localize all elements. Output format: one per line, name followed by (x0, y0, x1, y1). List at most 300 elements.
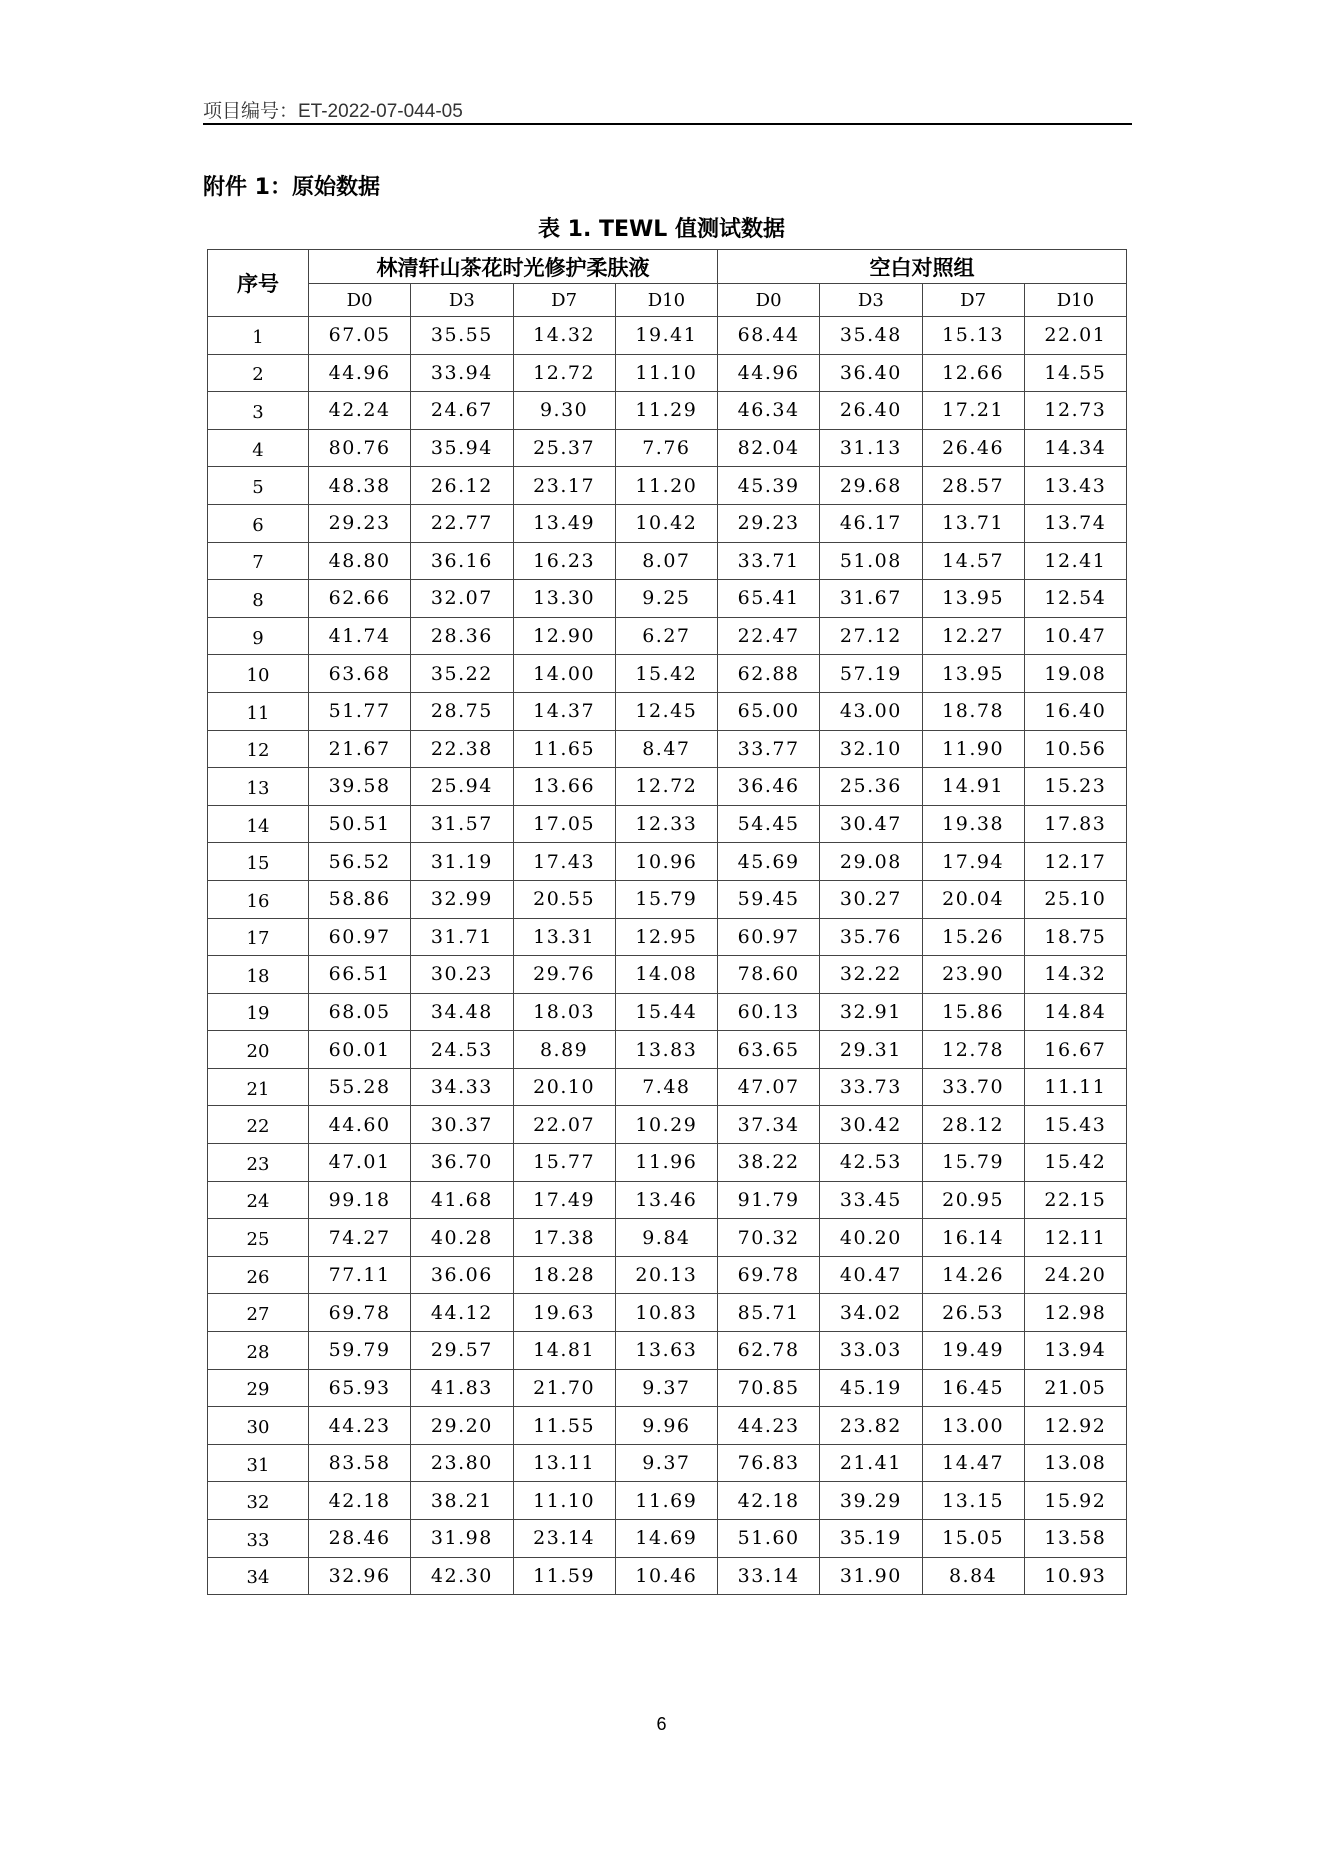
table-row (208, 768, 1127, 806)
table-cell: 12.41 (1024, 542, 1126, 580)
table-cell: 35.22 (411, 655, 513, 693)
table-cell: 14.37 (513, 692, 615, 730)
table-cell: 10.29 (615, 1106, 717, 1144)
table-cell: 15.86 (922, 993, 1024, 1031)
table-cell: 26.12 (411, 467, 513, 505)
table-cell: 99.18 (309, 1181, 411, 1219)
table-cell: 31.90 (820, 1557, 922, 1595)
table-row (208, 617, 1127, 655)
table-cell: 26.53 (922, 1294, 1024, 1332)
table-cell: 10.42 (615, 504, 717, 542)
table-cell: 60.01 (309, 1031, 411, 1069)
table-cell: 14.00 (513, 655, 615, 693)
table-cell: 23.80 (411, 1444, 513, 1482)
table-cell: 33.77 (718, 730, 820, 768)
row-number: 31 (208, 1444, 309, 1482)
table-cell: 80.76 (309, 429, 411, 467)
table-cell: 6.27 (615, 617, 717, 655)
table-cell: 20.04 (922, 880, 1024, 918)
table-cell: 32.91 (820, 993, 922, 1031)
table-cell: 18.28 (513, 1256, 615, 1294)
table-cell: 14.26 (922, 1256, 1024, 1294)
table-row (208, 467, 1127, 505)
table-cell: 14.91 (922, 768, 1024, 806)
table-row (208, 655, 1127, 693)
table-cell: 29.68 (820, 467, 922, 505)
row-number: 12 (208, 730, 309, 768)
table-cell: 35.19 (820, 1520, 922, 1558)
table-cell: 31.19 (411, 843, 513, 881)
day-header-product-d3: D3 (411, 284, 513, 317)
table-cell: 32.07 (411, 580, 513, 618)
row-number: 29 (208, 1369, 309, 1407)
table-cell: 8.89 (513, 1031, 615, 1069)
table-cell: 60.97 (309, 918, 411, 956)
table-row (208, 1332, 1127, 1370)
table-cell: 46.17 (820, 504, 922, 542)
table-cell: 34.02 (820, 1294, 922, 1332)
table-cell: 14.57 (922, 542, 1024, 580)
table-cell: 32.96 (309, 1557, 411, 1595)
table-cell: 37.34 (718, 1106, 820, 1144)
table-cell: 17.94 (922, 843, 1024, 881)
table-cell: 12.98 (1024, 1294, 1126, 1332)
table-cell: 26.40 (820, 392, 922, 430)
table-cell: 26.46 (922, 429, 1024, 467)
table-cell: 76.83 (718, 1444, 820, 1482)
table-cell: 30.42 (820, 1106, 922, 1144)
row-number: 32 (208, 1482, 309, 1520)
table-cell: 21.05 (1024, 1369, 1126, 1407)
table-cell: 16.14 (922, 1219, 1024, 1257)
table-cell: 23.90 (922, 956, 1024, 994)
table-cell: 15.79 (615, 880, 717, 918)
table-cell: 9.84 (615, 1219, 717, 1257)
table-cell: 25.36 (820, 768, 922, 806)
group-header-control: 空白对照组 (718, 250, 1127, 284)
row-number: 27 (208, 1294, 309, 1332)
row-number: 19 (208, 993, 309, 1031)
row-number: 34 (208, 1557, 309, 1595)
table-row (208, 956, 1127, 994)
row-number: 33 (208, 1520, 309, 1558)
table-cell: 69.78 (309, 1294, 411, 1332)
table-cell: 39.29 (820, 1482, 922, 1520)
table-cell: 28.46 (309, 1520, 411, 1558)
table-cell: 59.79 (309, 1332, 411, 1370)
day-header-control-d0: D0 (718, 284, 820, 317)
table-cell: 20.13 (615, 1256, 717, 1294)
table-cell: 32.22 (820, 956, 922, 994)
table-cell: 17.83 (1024, 805, 1126, 843)
table-cell: 35.76 (820, 918, 922, 956)
table-cell: 12.17 (1024, 843, 1126, 881)
table-cell: 41.83 (411, 1369, 513, 1407)
table-cell: 68.05 (309, 993, 411, 1031)
table-cell: 44.96 (309, 354, 411, 392)
table-cell: 13.83 (615, 1031, 717, 1069)
table-cell: 14.34 (1024, 429, 1126, 467)
table-cell: 46.34 (718, 392, 820, 430)
table-cell: 48.38 (309, 467, 411, 505)
table-row (208, 993, 1127, 1031)
table-row (208, 429, 1127, 467)
table-cell: 36.46 (718, 768, 820, 806)
table-cell: 13.74 (1024, 504, 1126, 542)
table-cell: 15.42 (615, 655, 717, 693)
day-header-control-d3: D3 (820, 284, 922, 317)
table-cell: 9.96 (615, 1407, 717, 1445)
table-cell: 41.68 (411, 1181, 513, 1219)
table-row (208, 1181, 1127, 1219)
table-cell: 23.82 (820, 1407, 922, 1445)
table-cell: 33.03 (820, 1332, 922, 1370)
table-cell: 22.07 (513, 1106, 615, 1144)
table-cell: 12.73 (1024, 392, 1126, 430)
table-cell: 13.30 (513, 580, 615, 618)
table-cell: 41.74 (309, 617, 411, 655)
table-cell: 22.77 (411, 504, 513, 542)
table-cell: 11.11 (1024, 1068, 1126, 1106)
table-cell: 63.65 (718, 1031, 820, 1069)
table-cell: 8.07 (615, 542, 717, 580)
table-cell: 29.31 (820, 1031, 922, 1069)
table-cell: 29.57 (411, 1332, 513, 1370)
table-cell: 12.66 (922, 354, 1024, 392)
table-cell: 29.08 (820, 843, 922, 881)
table-cell: 10.96 (615, 843, 717, 881)
table-cell: 44.96 (718, 354, 820, 392)
table-cell: 33.70 (922, 1068, 1024, 1106)
day-header-product-d0: D0 (309, 284, 411, 317)
table-cell: 10.93 (1024, 1557, 1126, 1595)
table-cell: 36.16 (411, 542, 513, 580)
table-cell: 15.77 (513, 1144, 615, 1182)
day-header-control-d10: D10 (1024, 284, 1126, 317)
table-cell: 22.47 (718, 617, 820, 655)
row-number: 22 (208, 1106, 309, 1144)
table-cell: 31.57 (411, 805, 513, 843)
table-cell: 38.21 (411, 1482, 513, 1520)
table-cell: 25.94 (411, 768, 513, 806)
table-cell: 14.55 (1024, 354, 1126, 392)
table-cell: 28.36 (411, 617, 513, 655)
table-row (208, 730, 1127, 768)
table-cell: 12.78 (922, 1031, 1024, 1069)
table-row (208, 805, 1127, 843)
table-cell: 35.48 (820, 317, 922, 355)
table-cell: 22.15 (1024, 1181, 1126, 1219)
row-number: 24 (208, 1181, 309, 1219)
table-cell: 9.37 (615, 1369, 717, 1407)
table-cell: 12.27 (922, 617, 1024, 655)
table-cell: 42.53 (820, 1144, 922, 1182)
row-number: 8 (208, 580, 309, 618)
table-cell: 34.48 (411, 993, 513, 1031)
table-cell: 14.08 (615, 956, 717, 994)
table-cell: 16.67 (1024, 1031, 1126, 1069)
table-cell: 14.47 (922, 1444, 1024, 1482)
seq-header: 序号 (208, 250, 309, 317)
row-number: 17 (208, 918, 309, 956)
row-number: 30 (208, 1407, 309, 1445)
table-cell: 33.71 (718, 542, 820, 580)
table-cell: 44.23 (718, 1407, 820, 1445)
table-cell: 36.70 (411, 1144, 513, 1182)
table-cell: 42.24 (309, 392, 411, 430)
table-cell: 33.45 (820, 1181, 922, 1219)
table-cell: 12.33 (615, 805, 717, 843)
table-cell: 10.46 (615, 1557, 717, 1595)
table-cell: 13.63 (615, 1332, 717, 1370)
page-number: 6 (656, 1714, 667, 1734)
table-cell: 17.21 (922, 392, 1024, 430)
table-cell: 83.58 (309, 1444, 411, 1482)
row-number: 5 (208, 467, 309, 505)
table-row (208, 1520, 1127, 1558)
table-cell: 12.72 (513, 354, 615, 392)
row-number: 3 (208, 392, 309, 430)
row-number: 21 (208, 1068, 309, 1106)
table-row (208, 580, 1127, 618)
table-cell: 25.37 (513, 429, 615, 467)
table-cell: 12.11 (1024, 1219, 1126, 1257)
table-cell: 51.60 (718, 1520, 820, 1558)
table-cell: 14.32 (513, 317, 615, 355)
table-row (208, 1106, 1127, 1144)
table-cell: 38.22 (718, 1144, 820, 1182)
table-cell: 15.44 (615, 993, 717, 1031)
table-cell: 25.10 (1024, 880, 1126, 918)
table-cell: 62.78 (718, 1332, 820, 1370)
table-cell: 40.47 (820, 1256, 922, 1294)
table-row (208, 392, 1127, 430)
table-cell: 13.46 (615, 1181, 717, 1219)
table-cell: 14.69 (615, 1520, 717, 1558)
table-cell: 33.14 (718, 1557, 820, 1595)
table-cell: 14.84 (1024, 993, 1126, 1031)
table-cell: 17.38 (513, 1219, 615, 1257)
table-row (208, 880, 1127, 918)
day-header-product-d10: D10 (615, 284, 717, 317)
table-cell: 65.00 (718, 692, 820, 730)
row-number: 18 (208, 956, 309, 994)
table-cell: 10.47 (1024, 617, 1126, 655)
table-cell: 51.77 (309, 692, 411, 730)
table-cell: 29.23 (718, 504, 820, 542)
table-cell: 12.54 (1024, 580, 1126, 618)
table-row (208, 918, 1127, 956)
row-number: 23 (208, 1144, 309, 1182)
day-header-product-d7: D7 (513, 284, 615, 317)
table-cell: 63.68 (309, 655, 411, 693)
table-cell: 45.69 (718, 843, 820, 881)
table-cell: 16.45 (922, 1369, 1024, 1407)
table-cell: 56.52 (309, 843, 411, 881)
table-cell: 13.08 (1024, 1444, 1126, 1482)
table-cell: 13.95 (922, 655, 1024, 693)
attachment-title: 附件 1：原始数据 (203, 175, 380, 200)
table-cell: 67.05 (309, 317, 411, 355)
table-cell: 23.17 (513, 467, 615, 505)
table-cell: 21.70 (513, 1369, 615, 1407)
table-cell: 10.83 (615, 1294, 717, 1332)
table-cell: 23.14 (513, 1520, 615, 1558)
table-cell: 17.49 (513, 1181, 615, 1219)
table-cell: 62.88 (718, 655, 820, 693)
table-cell: 15.05 (922, 1520, 1024, 1558)
table-cell: 45.39 (718, 467, 820, 505)
table-cell: 22.38 (411, 730, 513, 768)
table-cell: 24.20 (1024, 1256, 1126, 1294)
table-cell: 9.25 (615, 580, 717, 618)
table-cell: 11.20 (615, 467, 717, 505)
table-cell: 69.78 (718, 1256, 820, 1294)
table-cell: 82.04 (718, 429, 820, 467)
row-number: 6 (208, 504, 309, 542)
table-cell: 36.06 (411, 1256, 513, 1294)
table-cell: 42.18 (718, 1482, 820, 1520)
table-cell: 16.40 (1024, 692, 1126, 730)
table-row (208, 1219, 1127, 1257)
table-cell: 12.92 (1024, 1407, 1126, 1445)
table-cell: 13.00 (922, 1407, 1024, 1445)
table-cell: 28.57 (922, 467, 1024, 505)
table-cell: 28.12 (922, 1106, 1024, 1144)
table-cell: 36.40 (820, 354, 922, 392)
row-number: 4 (208, 429, 309, 467)
table-cell: 13.95 (922, 580, 1024, 618)
row-number: 13 (208, 768, 309, 806)
table-cell: 15.79 (922, 1144, 1024, 1182)
table-cell: 17.05 (513, 805, 615, 843)
table-cell: 18.75 (1024, 918, 1126, 956)
table-row (208, 1256, 1127, 1294)
table-cell: 11.96 (615, 1144, 717, 1182)
table-cell: 47.01 (309, 1144, 411, 1182)
table-cell: 32.10 (820, 730, 922, 768)
table-cell: 18.03 (513, 993, 615, 1031)
group-header-product: 林清轩山茶花时光修护柔肤液 (309, 250, 718, 284)
table-cell: 13.58 (1024, 1520, 1126, 1558)
table-cell: 30.27 (820, 880, 922, 918)
table-cell: 85.71 (718, 1294, 820, 1332)
tewl-data-table (207, 249, 1127, 1595)
table-row (208, 1482, 1127, 1520)
table-cell: 15.23 (1024, 768, 1126, 806)
header-divider (203, 123, 1132, 125)
table-cell: 15.43 (1024, 1106, 1126, 1144)
row-number: 28 (208, 1332, 309, 1370)
table-cell: 11.59 (513, 1557, 615, 1595)
table-row (208, 542, 1127, 580)
table-cell: 14.32 (1024, 956, 1126, 994)
table-cell: 28.75 (411, 692, 513, 730)
table-row (208, 504, 1127, 542)
table-cell: 15.26 (922, 918, 1024, 956)
table-cell: 51.08 (820, 542, 922, 580)
table-cell: 13.43 (1024, 467, 1126, 505)
table-cell: 58.86 (309, 880, 411, 918)
table-cell: 43.00 (820, 692, 922, 730)
table-cell: 34.33 (411, 1068, 513, 1106)
table-cell: 45.19 (820, 1369, 922, 1407)
table-cell: 15.13 (922, 317, 1024, 355)
table-cell: 40.20 (820, 1219, 922, 1257)
table-cell: 47.07 (718, 1068, 820, 1106)
table-cell: 48.80 (309, 542, 411, 580)
row-number: 14 (208, 805, 309, 843)
table-cell: 31.98 (411, 1520, 513, 1558)
table-cell: 68.44 (718, 317, 820, 355)
table-cell: 91.79 (718, 1181, 820, 1219)
table-cell: 20.95 (922, 1181, 1024, 1219)
table-cell: 65.93 (309, 1369, 411, 1407)
table-row (208, 1068, 1127, 1106)
table-row (208, 692, 1127, 730)
table-cell: 35.55 (411, 317, 513, 355)
table-cell: 35.94 (411, 429, 513, 467)
table-cell: 18.78 (922, 692, 1024, 730)
table-cell: 57.19 (820, 655, 922, 693)
table-cell: 12.95 (615, 918, 717, 956)
table-cell: 15.42 (1024, 1144, 1126, 1182)
table-cell: 21.41 (820, 1444, 922, 1482)
table-cell: 13.66 (513, 768, 615, 806)
table-cell: 9.30 (513, 392, 615, 430)
table-cell: 78.60 (718, 956, 820, 994)
table-cell: 7.76 (615, 429, 717, 467)
table-cell: 8.47 (615, 730, 717, 768)
table-cell: 11.10 (513, 1482, 615, 1520)
table-cell: 33.94 (411, 354, 513, 392)
table-cell: 11.65 (513, 730, 615, 768)
table-cell: 54.45 (718, 805, 820, 843)
row-number: 11 (208, 692, 309, 730)
table-cell: 19.49 (922, 1332, 1024, 1370)
table-cell: 9.37 (615, 1444, 717, 1482)
table-row (208, 1144, 1127, 1182)
table-cell: 13.49 (513, 504, 615, 542)
table-cell: 74.27 (309, 1219, 411, 1257)
table-cell: 17.43 (513, 843, 615, 881)
table-cell: 22.01 (1024, 317, 1126, 355)
table-cell: 16.23 (513, 542, 615, 580)
table-cell: 65.41 (718, 580, 820, 618)
table-cell: 30.37 (411, 1106, 513, 1144)
table-cell: 13.11 (513, 1444, 615, 1482)
table-row (208, 1369, 1127, 1407)
table-cell: 13.31 (513, 918, 615, 956)
project-number-header: 项目编号：ET-2022-07-044-05 (203, 101, 463, 122)
table-row (208, 1031, 1127, 1069)
row-number: 2 (208, 354, 309, 392)
table-cell: 44.60 (309, 1106, 411, 1144)
table-cell: 7.48 (615, 1068, 717, 1106)
table-cell: 20.55 (513, 880, 615, 918)
table-cell: 20.10 (513, 1068, 615, 1106)
table-row (208, 1444, 1127, 1482)
table-cell: 33.73 (820, 1068, 922, 1106)
table-cell: 55.28 (309, 1068, 411, 1106)
table-cell: 27.12 (820, 617, 922, 655)
table-cell: 19.08 (1024, 655, 1126, 693)
row-number: 20 (208, 1031, 309, 1069)
table-row (208, 843, 1127, 881)
table-cell: 19.41 (615, 317, 717, 355)
row-number: 16 (208, 880, 309, 918)
table-row (208, 354, 1127, 392)
